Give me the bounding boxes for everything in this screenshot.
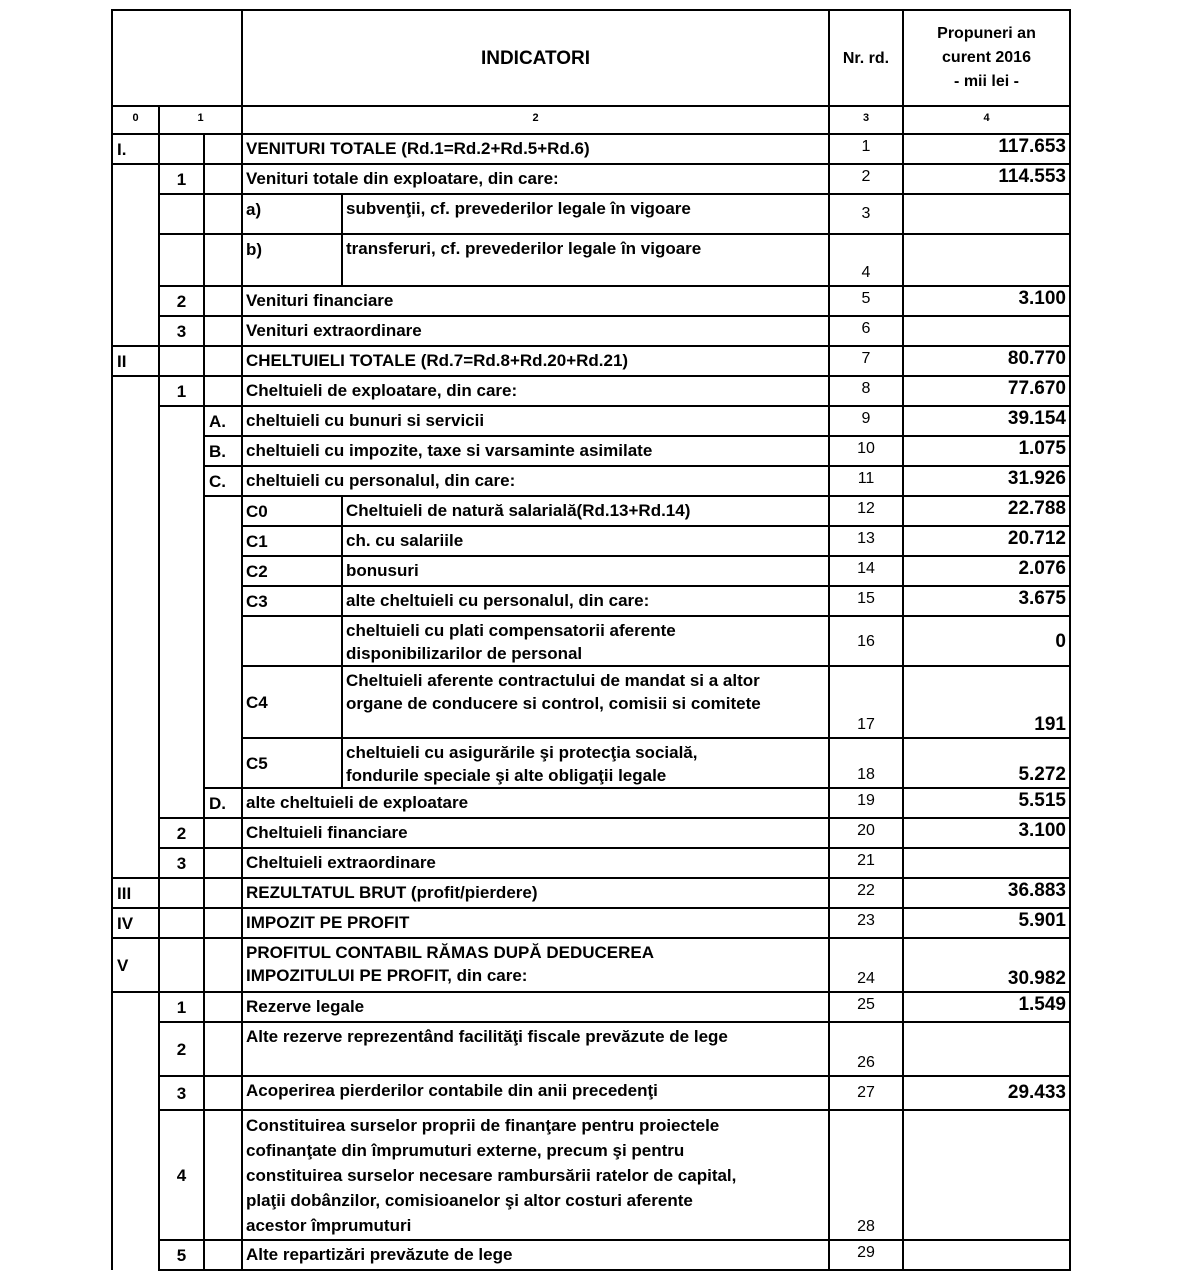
- row-label: VENITURI TOTALE (Rd.1=Rd.2+Rd.5+Rd.6): [242, 134, 829, 164]
- table-row: [112, 556, 1070, 586]
- row-label: Venituri totale din exploatare, din care:: [242, 164, 829, 194]
- table-row: [112, 1076, 1070, 1110]
- row-label-line: cofinanţate din împrumuturi externe, precum şi pentru: [246, 1141, 685, 1160]
- table-row: [112, 406, 1070, 436]
- row-value: [903, 234, 1070, 286]
- row-number: 26: [829, 1022, 903, 1076]
- header-indicatori: INDICATORI: [242, 10, 829, 106]
- empty-cell: [159, 938, 204, 992]
- header-proposal-line2: curent 2016: [942, 49, 1031, 66]
- row-number: 5: [829, 286, 903, 316]
- row-label: ch. cu salariile: [342, 526, 829, 556]
- table-row: [112, 586, 1070, 616]
- row-number: 12: [829, 496, 903, 526]
- row-label: transferuri, cf. prevederilor legale în vigoare: [342, 234, 829, 286]
- row-value: 80.770: [903, 346, 1070, 376]
- row-code: b): [242, 234, 342, 286]
- row-label: IMPOZIT PE PROFIT: [242, 908, 829, 938]
- row-sub-number: 3: [159, 316, 204, 346]
- row-label: cheltuieli cu bunuri si servicii: [242, 406, 829, 436]
- row-label-line: organe de conducere si control, comisii si comitete: [346, 694, 761, 713]
- row-label-line: PROFITUL CONTABIL RĂMAS DUPĂ DEDUCEREA: [246, 943, 655, 962]
- row-roman: II: [112, 346, 159, 376]
- row-value: 77.670: [903, 376, 1070, 406]
- table-row: [112, 848, 1070, 878]
- row-sub-number: 3: [159, 848, 204, 878]
- row-label: [342, 616, 829, 666]
- empty-cell: [204, 496, 242, 788]
- row-label: cheltuieli cu personalul, din care:: [242, 466, 829, 496]
- row-number: 18: [829, 738, 903, 788]
- row-code: C1: [242, 526, 342, 556]
- row-sub-number: 1: [159, 992, 204, 1022]
- row-value: 191: [903, 666, 1070, 738]
- row-value: 29.433: [903, 1076, 1070, 1110]
- row-number: 3: [829, 194, 903, 234]
- table-header-row: [112, 10, 1070, 106]
- row-number: 17: [829, 666, 903, 738]
- row-value: 39.154: [903, 406, 1070, 436]
- empty-cell: [204, 194, 242, 234]
- header-proposal-line3: - mii lei -: [954, 73, 1019, 90]
- row-label: Cheltuieli financiare: [242, 818, 829, 848]
- row-value: 114.553: [903, 164, 1070, 194]
- empty-cell: [204, 1240, 242, 1270]
- row-number: 23: [829, 908, 903, 938]
- empty-cell: [159, 234, 204, 286]
- budget-document: [111, 9, 1071, 1271]
- row-value: 117.653: [903, 134, 1070, 164]
- row-letter: D.: [204, 788, 242, 818]
- row-number: 11: [829, 466, 903, 496]
- header-proposal: [903, 10, 1070, 106]
- row-roman: IV: [112, 908, 159, 938]
- empty-cell: [112, 992, 159, 1270]
- row-value: [903, 1022, 1070, 1076]
- empty-cell: [204, 134, 242, 164]
- row-number: 19: [829, 788, 903, 818]
- row-value: 3.100: [903, 286, 1070, 316]
- row-sub-number: 2: [159, 818, 204, 848]
- row-number: 16: [829, 616, 903, 666]
- row-value: 1.075: [903, 436, 1070, 466]
- empty-cell: [204, 908, 242, 938]
- row-number: 10: [829, 436, 903, 466]
- table-row: [112, 134, 1070, 164]
- table-row: [112, 286, 1070, 316]
- row-code: C2: [242, 556, 342, 586]
- empty-cell: [204, 286, 242, 316]
- row-label-line: acestor împrumuturi: [246, 1216, 412, 1235]
- table-row: [112, 526, 1070, 556]
- empty-cell: [112, 164, 159, 346]
- row-label: [342, 666, 829, 738]
- row-code: [242, 616, 342, 666]
- row-label-line: IMPOZITULUI PE PROFIT, din care:: [246, 966, 528, 985]
- empty-cell: [204, 992, 242, 1022]
- row-sub-number: 3: [159, 1076, 204, 1110]
- table-row: [112, 316, 1070, 346]
- table-row: [112, 1110, 1070, 1240]
- row-number: 2: [829, 164, 903, 194]
- table-row: [112, 1022, 1070, 1076]
- row-number: 28: [829, 1110, 903, 1240]
- row-label: Cheltuieli de exploatare, din care:: [242, 376, 829, 406]
- row-number: 6: [829, 316, 903, 346]
- row-value: 22.788: [903, 496, 1070, 526]
- row-letter: C.: [204, 466, 242, 496]
- row-label: Venituri financiare: [242, 286, 829, 316]
- empty-cell: [159, 878, 204, 908]
- table-row: [112, 878, 1070, 908]
- row-sub-number: 2: [159, 286, 204, 316]
- row-number: 25: [829, 992, 903, 1022]
- empty-cell: [159, 406, 204, 818]
- header-proposal-line1: Propuneri an: [937, 25, 1036, 42]
- row-label-line: plaţii dobânzilor, comisioanelor şi altor costuri aferente: [246, 1191, 693, 1210]
- header-blank-cell: [112, 10, 242, 106]
- row-number: 9: [829, 406, 903, 436]
- empty-cell: [159, 194, 204, 234]
- row-sub-number: 1: [159, 376, 204, 406]
- row-number: 20: [829, 818, 903, 848]
- row-value: 5.272: [903, 738, 1070, 788]
- column-number-row: [112, 106, 1070, 134]
- row-value: 2.076: [903, 556, 1070, 586]
- col-number-0: 0: [112, 106, 159, 134]
- table-row: [112, 818, 1070, 848]
- row-label: alte cheltuieli de exploatare: [242, 788, 829, 818]
- table-row: [112, 1240, 1070, 1270]
- row-label: subvenţii, cf. prevederilor legale în vigoare: [342, 194, 829, 234]
- row-number: 7: [829, 346, 903, 376]
- row-number: 15: [829, 586, 903, 616]
- row-letter: A.: [204, 406, 242, 436]
- col-number-3: 3: [829, 106, 903, 134]
- empty-cell: [204, 848, 242, 878]
- table-row: [112, 908, 1070, 938]
- row-number: 27: [829, 1076, 903, 1110]
- row-sub-number: 5: [159, 1240, 204, 1270]
- row-label: Alte rezerve reprezentând facilităţi fiscale prevăzute de lege: [242, 1022, 829, 1076]
- row-label: Rezerve legale: [242, 992, 829, 1022]
- row-value: 3.100: [903, 818, 1070, 848]
- row-label: CHELTUIELI TOTALE (Rd.7=Rd.8+Rd.20+Rd.21): [242, 346, 829, 376]
- empty-cell: [204, 1022, 242, 1076]
- row-label-line: constituirea surselor necesare rambursării ratelor de capital,: [246, 1166, 737, 1185]
- empty-cell: [159, 346, 204, 376]
- row-label-line: cheltuieli cu plati compensatorii aferente: [346, 621, 676, 640]
- row-label: REZULTATUL BRUT (profit/pierdere): [242, 878, 829, 908]
- budget-table: [111, 9, 1071, 1271]
- row-value: [903, 848, 1070, 878]
- row-value: 0: [903, 616, 1070, 666]
- row-number: 8: [829, 376, 903, 406]
- row-sub-number: 4: [159, 1110, 204, 1240]
- col-number-2: 2: [242, 106, 829, 134]
- row-label: Acoperirea pierderilor contabile din anii precedenţi: [242, 1076, 829, 1110]
- row-roman: III: [112, 878, 159, 908]
- table-row: [112, 616, 1070, 666]
- row-value: 5.901: [903, 908, 1070, 938]
- row-label: Alte repartizări prevăzute de lege: [242, 1240, 829, 1270]
- empty-cell: [204, 164, 242, 194]
- empty-cell: [204, 376, 242, 406]
- row-code: a): [242, 194, 342, 234]
- row-roman: I.: [112, 134, 159, 164]
- table-row: [112, 992, 1070, 1022]
- row-label: Cheltuieli extraordinare: [242, 848, 829, 878]
- row-code: C3: [242, 586, 342, 616]
- row-label: [342, 738, 829, 788]
- row-label-line: Constituirea surselor proprii de finanţare pentru proiectele: [246, 1116, 720, 1135]
- empty-cell: [204, 878, 242, 908]
- row-label: [242, 1110, 829, 1240]
- table-row: [112, 788, 1070, 818]
- table-row: [112, 346, 1070, 376]
- table-row: [112, 666, 1070, 738]
- empty-cell: [159, 908, 204, 938]
- row-letter: B.: [204, 436, 242, 466]
- row-value: [903, 316, 1070, 346]
- row-number: 4: [829, 234, 903, 286]
- row-label: bonusuri: [342, 556, 829, 586]
- row-sub-number: 1: [159, 164, 204, 194]
- empty-cell: [204, 316, 242, 346]
- empty-cell: [204, 938, 242, 992]
- empty-cell: [204, 346, 242, 376]
- row-code: C4: [242, 666, 342, 738]
- row-label: Cheltuieli de natură salarială(Rd.13+Rd.14): [342, 496, 829, 526]
- row-roman: V: [112, 938, 159, 992]
- row-number: 14: [829, 556, 903, 586]
- table-row: [112, 738, 1070, 788]
- empty-cell: [204, 1110, 242, 1240]
- row-code: C0: [242, 496, 342, 526]
- table-row: [112, 466, 1070, 496]
- empty-cell: [112, 376, 159, 878]
- row-value: [903, 1240, 1070, 1270]
- row-value: [903, 194, 1070, 234]
- empty-cell: [204, 818, 242, 848]
- table-row: [112, 234, 1070, 286]
- row-value: [903, 1110, 1070, 1240]
- row-label: [242, 938, 829, 992]
- row-value: 1.549: [903, 992, 1070, 1022]
- row-number: 24: [829, 938, 903, 992]
- row-label-line: disponibilizarilor de personal: [346, 644, 583, 663]
- table-row: [112, 194, 1070, 234]
- row-value: 5.515: [903, 788, 1070, 818]
- row-label: cheltuieli cu impozite, taxe si varsaminte asimilate: [242, 436, 829, 466]
- row-number: 29: [829, 1240, 903, 1270]
- table-row: [112, 938, 1070, 992]
- row-value: 30.982: [903, 938, 1070, 992]
- table-row: [112, 496, 1070, 526]
- col-number-4: 4: [903, 106, 1070, 134]
- row-label-line: cheltuieli cu asigurările şi protecţia socială,: [346, 743, 698, 762]
- table-row: [112, 376, 1070, 406]
- row-label: alte cheltuieli cu personalul, din care:: [342, 586, 829, 616]
- empty-cell: [204, 234, 242, 286]
- row-value: 36.883: [903, 878, 1070, 908]
- row-number: 21: [829, 848, 903, 878]
- table-row: [112, 164, 1070, 194]
- row-sub-number: 2: [159, 1022, 204, 1076]
- row-number: 13: [829, 526, 903, 556]
- row-value: 20.712: [903, 526, 1070, 556]
- col-number-1: 1: [159, 106, 242, 134]
- table-row: [112, 436, 1070, 466]
- empty-cell: [204, 1076, 242, 1110]
- row-value: 3.675: [903, 586, 1070, 616]
- row-label-line: fondurile speciale şi alte obligaţii legale: [346, 766, 667, 785]
- row-code: C5: [242, 738, 342, 788]
- row-label: Venituri extraordinare: [242, 316, 829, 346]
- row-value: 31.926: [903, 466, 1070, 496]
- empty-cell: [159, 134, 204, 164]
- row-number: 1: [829, 134, 903, 164]
- row-number: 22: [829, 878, 903, 908]
- header-nr-rd: Nr. rd.: [829, 10, 903, 106]
- row-label-line: Cheltuieli aferente contractului de mandat si a altor: [346, 671, 760, 690]
